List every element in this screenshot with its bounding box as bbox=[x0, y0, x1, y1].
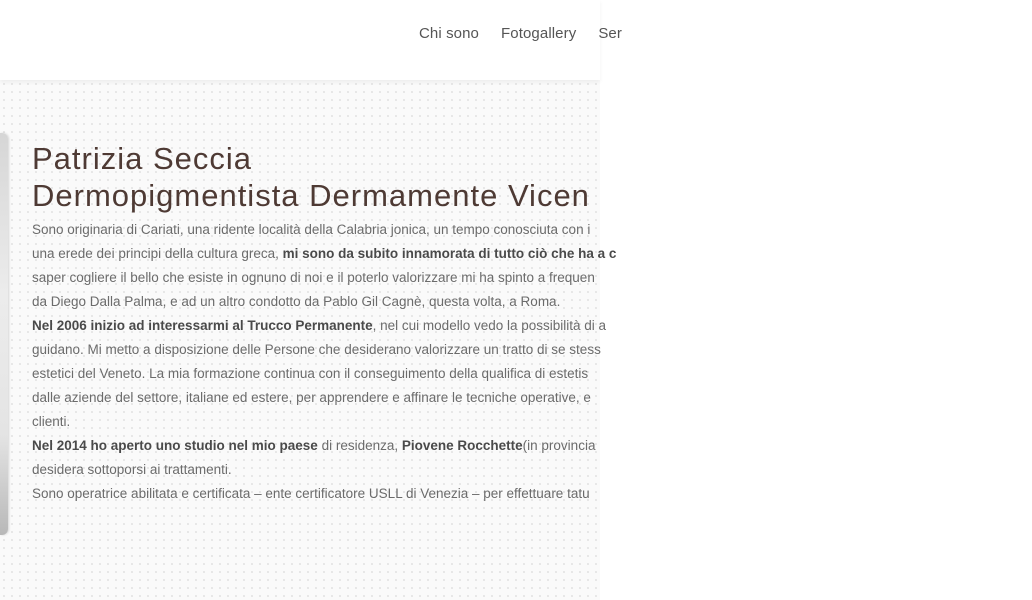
body-line bbox=[32, 218, 1032, 242]
body-line bbox=[32, 362, 1032, 386]
body-text: Sono originaria di Cariati, una ridente località della Calabria jonica, un tempo conosciuta con i bbox=[32, 222, 591, 237]
body-text: da Diego Dalla Palma, e ad un altro condotto da Pablo Gil Cagnè, questa volta, a Roma. bbox=[32, 294, 561, 309]
body-text: , nel cui modello vedo la possibilità di a bbox=[372, 318, 607, 333]
body-line bbox=[32, 410, 1032, 434]
body-text-bold: Nel 2014 ho aperto uno studio nel mio paese bbox=[32, 438, 318, 453]
profile-photo bbox=[0, 133, 8, 535]
nav-item-servizi[interactable]: Ser bbox=[598, 25, 622, 42]
body-text: clienti. bbox=[32, 414, 71, 429]
body-text-bold: Piovene Rocchette bbox=[401, 438, 523, 453]
body-line bbox=[32, 242, 1032, 266]
title-profession: Dermopigmentista Dermamente Vicen bbox=[32, 178, 590, 213]
body-text: desidera sottoporsi ai trattamenti. bbox=[32, 462, 232, 477]
body-line bbox=[32, 482, 1032, 506]
body-line bbox=[32, 386, 1032, 410]
body-text: saper cogliere il bello che esiste in ognuno di noi e il poterlo valorizzare mi ha spinto a frequen bbox=[32, 270, 595, 285]
nav-item-fotogallery[interactable]: Fotogallery bbox=[501, 25, 577, 42]
body-text: di residenza, bbox=[317, 438, 402, 453]
body-text: (in provincia bbox=[522, 438, 596, 453]
body-line bbox=[32, 290, 1032, 314]
body-text-bold: mi sono da subito innamorata di tutto ciò che ha a c bbox=[282, 246, 617, 261]
article-body bbox=[32, 218, 1032, 506]
body-text: estetici del Veneto. La mia formazione continua con il conseguimento della qualifica di estetis bbox=[32, 366, 589, 381]
body-line bbox=[32, 266, 1032, 290]
body-line bbox=[32, 338, 1032, 362]
article-title bbox=[32, 140, 1032, 214]
site-header bbox=[0, 0, 622, 80]
nav-item-chi-sono[interactable]: Chi sono bbox=[419, 25, 480, 42]
body-line bbox=[32, 434, 1032, 458]
body-text: guidano. Mi metto a disposizione delle Persone che desiderano valorizzare un tratto di se stess bbox=[32, 342, 601, 357]
body-line bbox=[32, 458, 1032, 482]
title-name: Patrizia Seccia bbox=[32, 141, 253, 176]
body-line bbox=[32, 314, 1032, 338]
body-text: una erede dei principi della cultura greca, bbox=[32, 246, 283, 261]
body-text: Sono operatrice abilitata e certificata – ente certificatore USLL di Venezia – per effettuare tatu bbox=[32, 486, 590, 501]
body-text: dalle aziende del settore, italiane ed estere, per apprendere e affinare le tecniche operative, e bbox=[32, 390, 591, 405]
article bbox=[32, 140, 1032, 506]
body-text-bold: Nel 2006 inizio ad interessarmi al Trucco Permanente bbox=[32, 318, 373, 333]
main-nav bbox=[419, 25, 644, 42]
